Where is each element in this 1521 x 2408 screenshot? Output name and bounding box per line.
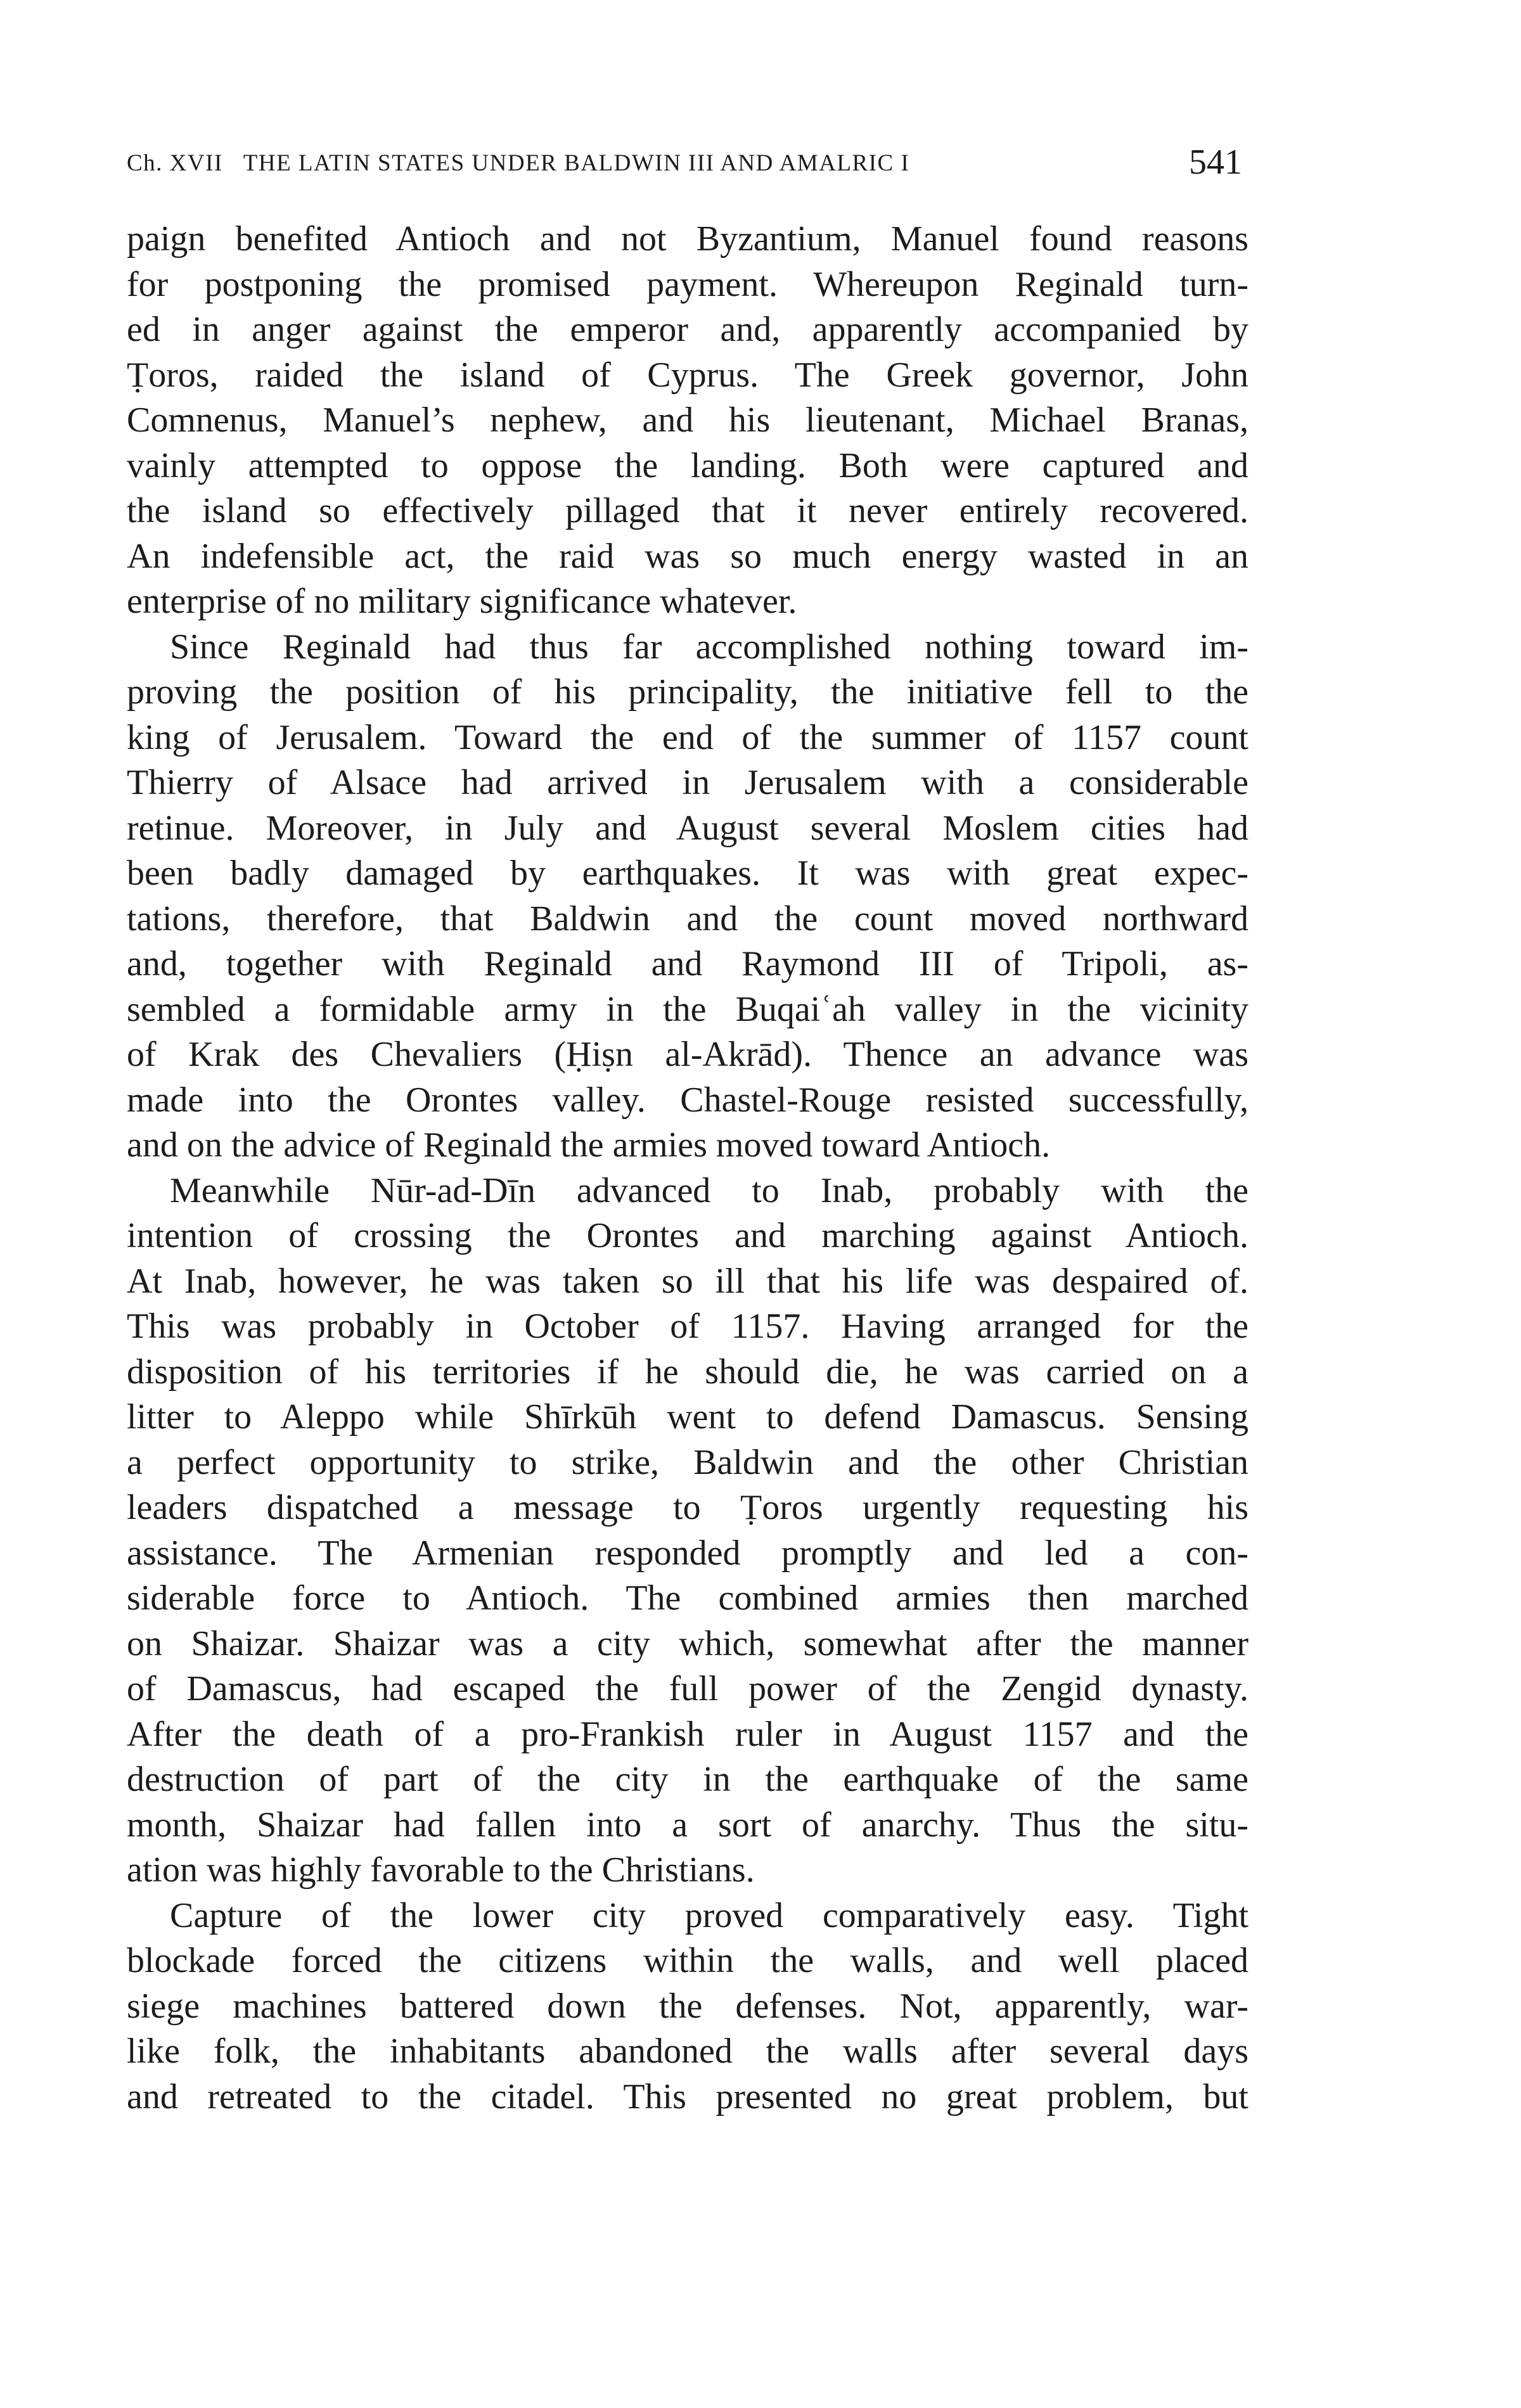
text-line: king of Jerusalem. Toward the end of the summer of 1157 count [127,717,1248,757]
text-line: retinue. Moreover, in July and August several Moslem cities had [127,808,1248,848]
text-line: At Inab, however, he was taken so ill that his life was despaired of. [127,1261,1248,1301]
text-line: Capture of the lower city proved comparatively easy. Tight [170,1895,1248,1935]
text-line: and retreated to the citadel. This presented no great problem, but [127,2077,1248,2117]
page-number: 541 [1189,143,1242,182]
text-line: made into the Orontes valley. Chastel-Rouge resisted successfully, [127,1080,1248,1120]
text-line: month, Shaizar had fallen into a sort of anarchy. Thus the situ- [127,1805,1248,1845]
paragraph [127,217,1248,625]
text-line: Since Reginald had thus far accomplished nothing toward im- [170,627,1248,667]
text-line: like folk, the inhabitants abandoned the walls after several days [127,2032,1248,2071]
text-line: and on the advice of Reginald the armies moved toward Antioch. [127,1125,1051,1165]
text-line: ed in anger against the emperor and, apparently accompanied by [127,310,1248,349]
text-line: and, together with Reginald and Raymond III of Tripoli, as- [127,944,1248,983]
text-line: litter to Aleppo while Shīrkūh went to defend Damascus. Sensing [127,1397,1248,1437]
body-text [127,217,1248,2120]
text-line: the island so effectively pillaged that it never entirely recovered. [127,491,1248,530]
text-line: enterprise of no military significance whatever. [127,582,797,621]
text-line: of Damascus, had escaped the full power of the Zengid dynasty. [127,1669,1248,1708]
text-line: disposition of his territories if he should die, he was carried on a [127,1352,1248,1392]
text-line: Ṭoros, raided the island of Cyprus. The Greek governor, John [127,355,1248,395]
text-line: destruction of part of the city in the earthquake of the same [127,1760,1248,1799]
paragraph [127,1169,1248,1893]
running-head [127,143,1242,194]
paragraph [127,1893,1248,2120]
paragraph [127,625,1248,1169]
text-line: on Shaizar. Shaizar was a city which, somewhat after the manner [127,1623,1248,1663]
text-line: paign benefited Antioch and not Byzantium, Manuel found reasons [127,219,1248,259]
running-head-left [127,150,909,177]
text-line: of Krak des Chevaliers (Ḥiṣn al-Akrād). Thence an advance was [127,1035,1248,1074]
text-line: sembled a formidable army in the Buqaiʿah valley in the vicinity [127,989,1248,1029]
text-line: leaders dispatched a message to Ṭoros urgently requesting his [127,1488,1248,1527]
text-line: An indefensible act, the raid was so much energy wasted in an [127,536,1248,576]
text-line: tations, therefore, that Baldwin and the count moved northward [127,899,1248,938]
text-line: After the death of a pro-Frankish ruler in August 1157 and the [127,1714,1248,1754]
text-line: siderable force to Antioch. The combined armies then marched [127,1579,1248,1618]
text-line: Thierry of Alsace had arrived in Jerusalem with a considerable [127,763,1248,802]
text-line: been badly damaged by earthquakes. It was with great expec- [127,854,1248,893]
text-line: proving the position of his principality, the initiative fell to the [127,672,1248,712]
text-line: for postponing the promised payment. Whereupon Reginald turn- [127,264,1248,304]
text-line: Comnenus, Manuel’s nephew, and his lieutenant, Michael Branas, [127,400,1248,440]
text-line: a perfect opportunity to strike, Baldwin and the other Christian [127,1442,1248,1482]
text-line: blockade forced the citizens within the walls, and well placed [127,1941,1248,1980]
text-line: vainly attempted to oppose the landing. Both were captured and [127,445,1248,485]
running-head-title: THE LATIN STATES UNDER BALDWIN III AND AMALRIC I [243,150,910,176]
text-line: ation was highly favorable to the Christians. [127,1850,755,1890]
chapter-label: Ch. XVII [127,150,223,176]
text-line: siege machines battered down the defenses. Not, apparently, war- [127,1986,1248,2026]
text-line: This was probably in October of 1157. Having arranged for the [127,1307,1248,1346]
text-line: assistance. The Armenian responded promptly and led a con- [127,1533,1248,1573]
text-line: Meanwhile Nūr-ad-Dīn advanced to Inab, probably with the [170,1170,1248,1210]
text-line: intention of crossing the Orontes and marching against Antioch. [127,1216,1248,1255]
